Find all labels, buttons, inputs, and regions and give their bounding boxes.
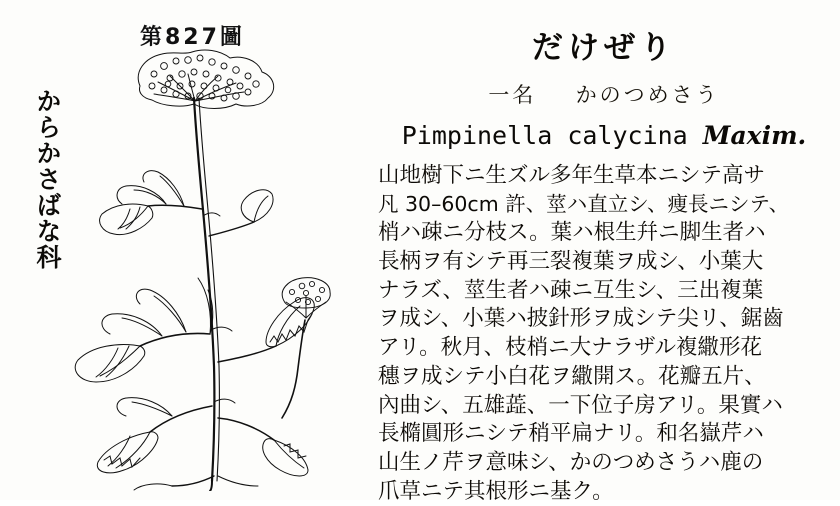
alias-prefix: 一名: [488, 83, 537, 107]
latin-binomial: Pimpinella calycina: [401, 121, 688, 150]
plant-line-drawing-svg: [62, 46, 392, 491]
description-line: 長柄ヲ有シテ再三裂複葉ヲ成シ、小葉大: [378, 249, 764, 275]
latin-space: [688, 121, 703, 150]
description-line: ヲ成シ、小葉ハ披針形ヲ成シテ尖リ、鋸齒: [378, 306, 784, 332]
description-line: 穗ヲ成シテ小白花ヲ繖開ス。花瓣五片、: [378, 363, 766, 389]
description-line: 山地樹下ニ生ズル多年生草本ニシテ高サ: [378, 163, 766, 188]
description-line: 凡 30–60cm 許、莖ハ直立シ、痩長ニシテ、: [378, 191, 790, 216]
description-line: 內曲シ、五雄蕋、一下位子房アリ。果實ハ: [378, 392, 783, 418]
figure-number-label: 第827圖: [140, 25, 245, 50]
plant-illustration: [62, 46, 392, 491]
description-line: 梢ハ疎ニ分枝ス。葉ハ根生幷ニ脚生者ハ: [378, 220, 766, 246]
description-line: 爪草ニテ其根形ニ基ク。: [378, 478, 614, 504]
alias-name: かのつめさう: [575, 83, 720, 107]
description-line: 長橢圓形ニシテ稍平扁ナリ。和名嶽芹ハ: [378, 421, 764, 447]
description-line: 山生ノ芹ヲ意味シ、かのつめさうハ鹿の: [378, 449, 764, 475]
description-line: アリ。秋月、枝梢ニ大ナラザル複繖形花: [378, 335, 762, 361]
description-body: [378, 162, 830, 506]
scientific-name: [378, 121, 830, 150]
japanese-name-heading: だけぜり: [532, 30, 676, 66]
latin-authority: Maxim.: [702, 121, 807, 150]
alias-line: [378, 79, 830, 109]
entry-text-column: [378, 14, 830, 504]
description-line: ナラズ、莖生者ハ疎ニ互生シ、三出複葉: [378, 277, 764, 303]
family-name-vertical: からかさばな科: [33, 88, 62, 270]
